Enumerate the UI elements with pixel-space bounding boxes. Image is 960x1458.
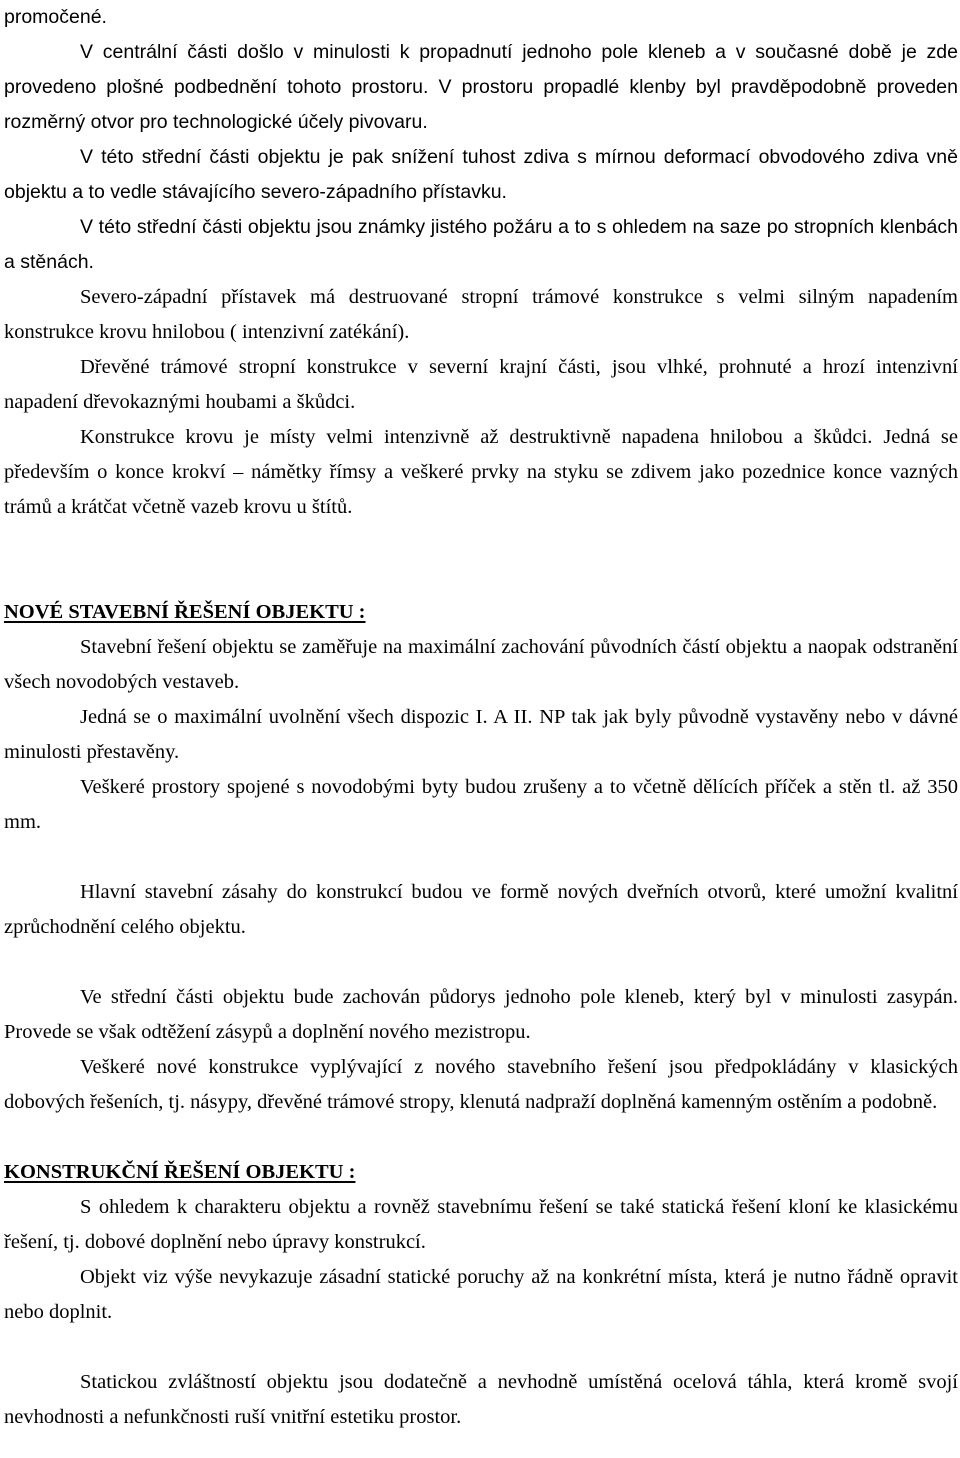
paragraph-central-part: V centrální části došlo v minulosti k propadnutí jednoho pole kleneb a v současné době je zde provedeno plošné podbednění tohoto prostoru. V prostoru propadlé klenby byl pravděpodobně proveden rozměrný otvor pro technologické účely pivovaru.: [4, 41, 958, 133]
paragraph-annex: Severo-západní přístavek má destruované stropní trámové konstrukce s velmi silným napadením konstrukce krovu hnilobou ( intenzivní zatékání).: [4, 286, 958, 343]
paragraph-roof-truss: Konstrukce krovu je místy velmi intenzivně až destruktivně napadena hnilobou a škůdci. Jedná se především o konce krokví – námětky římsy a veškeré prvky na styku se zdivem jako pozednice konce vazných trámů a krátčat včetně vazeb krovu u štítů.: [4, 426, 958, 518]
paragraph-steel-ties: Statickou zvláštností objektu jsou dodatečně a nevhodně umístěná ocelová táhla, která kromě svojí nevhodnosti a nefunkčnosti ruší vnitřní estetiku prostor.: [4, 1371, 958, 1428]
section-heading-new-building-solution: NOVÉ STAVEBNÍ ŘEŠENÍ OBJEKTU :: [4, 601, 366, 623]
paragraph-removal: Veškeré prostory spojené s novodobými byty budou zrušeny a to včetně dělících příček a stěn tl. až 350 mm.: [4, 776, 958, 833]
paragraph-vault-field: Ve střední části objektu bude zachován půdorys jednoho pole kleneb, který byl v minulosti zasypán. Provede se však odtěžení zásypů a doplnění nového mezistropu.: [4, 986, 958, 1043]
paragraph-stiffness: V této střední části objektu je pak snížení tuhost zdiva s mírnou deformací obvodového zdiva vně objektu a to vedle stávajícího severo-západního přístavku.: [4, 146, 958, 203]
paragraph-door-openings: Hlavní stavební zásahy do konstrukcí budou ve formě nových dveřních otvorů, které umožní kvalitní zprůchodnění celého objektu.: [4, 881, 958, 938]
paragraph-disposition: Jedná se o maximální uvolnění všech dispozic I. A II. NP tak jak byly původně vystavěny nebo v dávné minulosti přestavěny.: [4, 706, 958, 763]
paragraph-new-constructions: Veškeré nové konstrukce vyplývající z nového stavebního řešení jsou předpokládány v klasických dobových řešeních, tj. násypy, dřevěné trámové stropy, klenutá nadpraží doplněná kamenným ostěním a podobně.: [4, 1056, 958, 1113]
section-heading-structural-solution: KONSTRUKČNÍ ŘEŠENÍ OBJEKTU :: [4, 1161, 356, 1183]
paragraph-preservation: Stavební řešení objektu se zaměřuje na maximální zachování původních částí objektu a naopak odstranění všech novodobých vestaveb.: [4, 636, 958, 693]
paragraph-continuation: promočené.: [4, 6, 107, 28]
paragraph-static-defects: Objekt viz výše nevykazuje zásadní statické poruchy až na konkrétní místa, která je nutno řádně opravit nebo doplnit.: [4, 1266, 958, 1323]
paragraph-fire-traces: V této střední části objektu jsou známky jistého požáru a to s ohledem na saze po stropních klenbách a stěnách.: [4, 216, 958, 273]
paragraph-wooden-ceilings: Dřevěné trámové stropní konstrukce v severní krajní části, jsou vlhké, prohnuté a hrozí intenzivní napadení dřevokaznými houbami a škůdci.: [4, 356, 958, 413]
paragraph-static-approach: S ohledem k charakteru objektu a rovněž stavebnímu řešení se také statická řešení kloní ke klasickému řešení, tj. dobové doplnění nebo úpravy konstrukcí.: [4, 1196, 958, 1253]
document-page: [4, 0, 958, 1435]
